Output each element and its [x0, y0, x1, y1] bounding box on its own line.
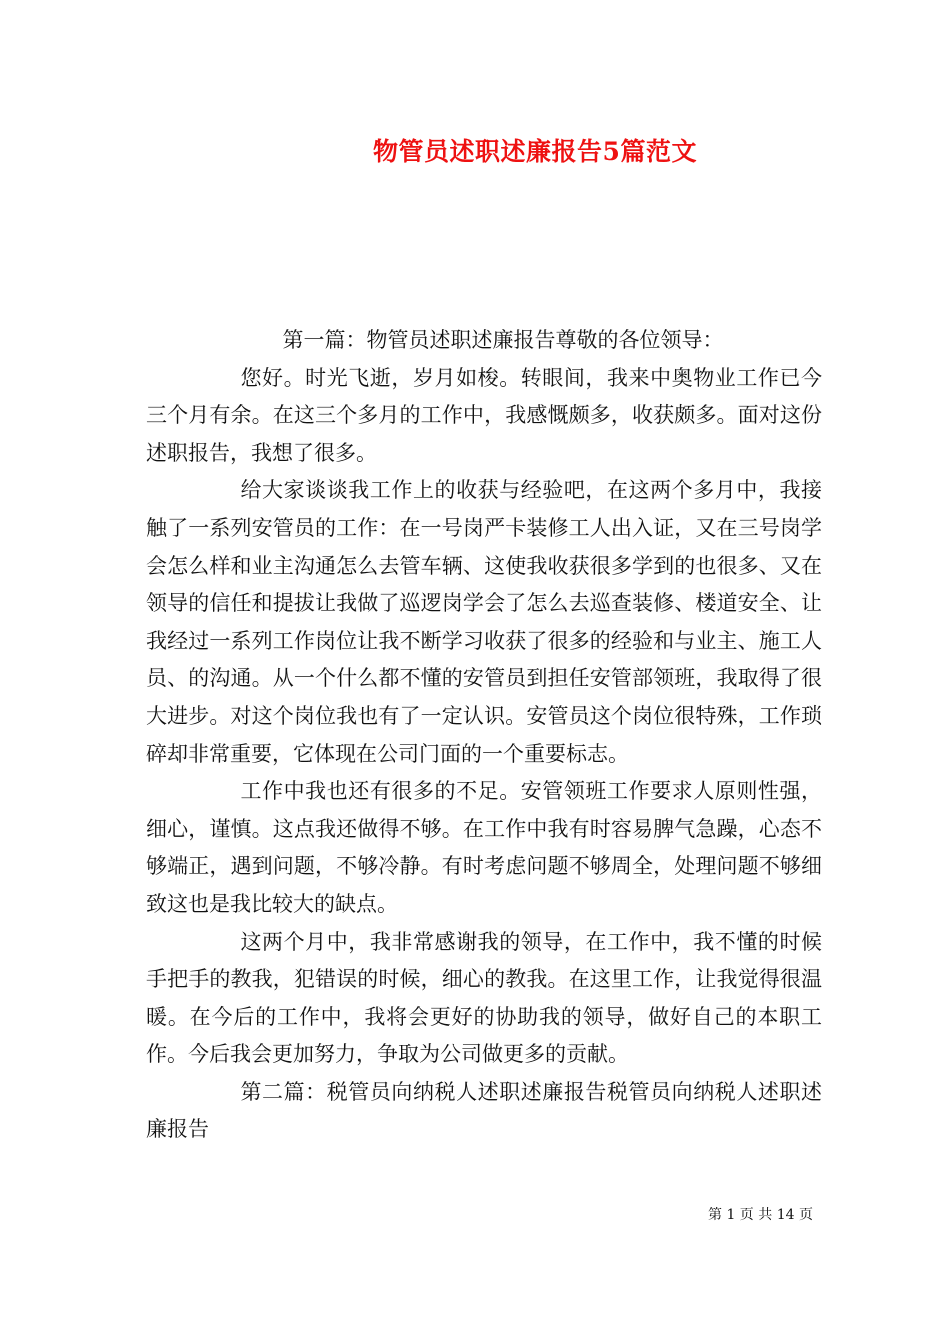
paragraph-1: 第一篇：物管员述职述廉报告尊敬的各位领导： — [282, 328, 724, 352]
paragraph-6: 第二篇：税管员向纳税人述职述廉报告税管员向纳税人述职述廉报告 — [146, 1079, 822, 1142]
document-body — [146, 322, 822, 1149]
paragraph-3: 给大家谈谈我工作上的收获与经验吧，在这两个多月中，我接触了一系列安管员的工作：在一号岗严卡装修工人出入证，又在三号岗学会怎么样和业主沟通怎么去管车辆、这使我收获很多学到的也很多、又在领导的信任和提拔让我做了巡逻岗学会了怎么去巡查装修、楼道安全、让我经过一系列工作岗位让我不断学习收获了很多的经验和与业主、施工人员、的沟通。从一个什么都不懂的安管员到担任安管部领班，我取得了很大进步。对这个岗位我也有了一定认识。安管员这个岗位很特殊，工作琐碎却非常重要，它体现在公司门面的一个重要标志。 — [146, 478, 822, 766]
page-number-footer: 第 1 页 共 14 页 — [708, 1207, 813, 1223]
paragraph-2: 您好。时光飞逝，岁月如梭。转眼间，我来中奥物业工作已今三个月有余。在这三个多月的工作中，我感慨颇多，收获颇多。面对这份述职报告，我想了很多。 — [146, 365, 822, 465]
page-title: 物管员述职述廉报告5篇范文 — [373, 137, 697, 166]
paragraph-5: 这两个月中，我非常感谢我的领导，在工作中，我不懂的时候手把手的教我，犯错误的时候，细心的教我。在这里工作，让我觉得很温暖。在今后的工作中，我将会更好的协助我的领导，做好自己的本职工作。今后我会更加努力，争取为公司做更多的贡献。 — [146, 929, 822, 1067]
paragraph-4: 工作中我也还有很多的不足。安管领班工作要求人原则性强，细心，谨慎。这点我还做得不够。在工作中我有时容易脾气急躁，心态不够端正，遇到问题，不够冷静。有时考虑问题不够周全，处理问题不够细致这也是我比较大的缺点。 — [146, 779, 822, 916]
